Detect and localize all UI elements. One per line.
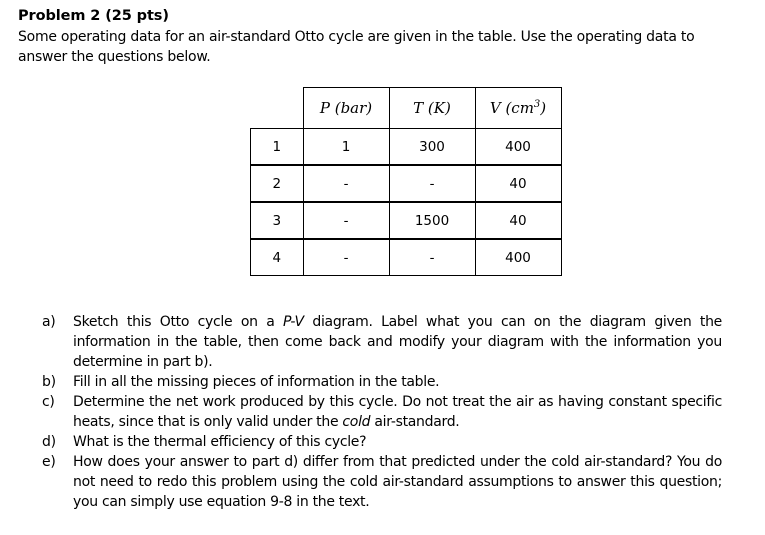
volume-cell: 400 — [475, 129, 561, 166]
question-marker: b) — [42, 374, 56, 390]
question-text: air-standard. — [370, 414, 460, 430]
header-volume-prefix: V (cm — [489, 99, 534, 117]
header-volume — [475, 88, 561, 129]
table-header-row — [251, 88, 562, 129]
question-b — [42, 372, 722, 392]
operating-data-table — [250, 87, 562, 276]
state-cell: 4 — [251, 239, 304, 276]
problem-title: Problem 2 (25 pts) — [18, 8, 169, 24]
question-marker: a) — [42, 314, 56, 330]
pressure-cell: 1 — [303, 129, 389, 166]
table-row — [251, 129, 562, 166]
pressure-cell: - — [303, 239, 389, 276]
header-blank-cell — [251, 88, 304, 129]
pressure-cell: - — [303, 202, 389, 239]
question-text: Determine the net work produced by this cycle. Do not treat the air as having constant specific heats, since that is only valid under the — [73, 394, 722, 430]
volume-cell: 40 — [475, 165, 561, 202]
cold-term: cold — [342, 414, 371, 430]
table-row — [251, 202, 562, 239]
question-e — [42, 452, 722, 512]
table-row — [251, 239, 562, 276]
temperature-cell: 300 — [389, 129, 475, 166]
question-text: Sketch this Otto cycle on a — [73, 314, 283, 330]
temperature-cell: - — [389, 165, 475, 202]
question-d — [42, 432, 722, 452]
question-text: How does your answer to part d) differ from that predicted under the cold air-standard? You do not need to redo this problem using the cold air-standard assumptions to answer this question; you can simply use equation 9-8 in the text. — [73, 454, 722, 510]
question-marker: c) — [42, 394, 55, 410]
question-a — [42, 312, 722, 372]
state-cell: 2 — [251, 165, 304, 202]
problem-intro: Some operating data for an air-standard Otto cycle are given in the table. Use the operating data to answer the questions below. — [18, 29, 695, 65]
header-pressure: P (bar) — [303, 88, 389, 129]
question-list — [42, 312, 722, 512]
table-row — [251, 165, 562, 202]
state-cell: 1 — [251, 129, 304, 166]
temperature-cell: 1500 — [389, 202, 475, 239]
pv-term: P-V — [283, 314, 304, 330]
question-c — [42, 392, 722, 432]
question-text: Fill in all the missing pieces of information in the table. — [73, 374, 440, 390]
temperature-cell: - — [389, 239, 475, 276]
question-marker: d) — [42, 434, 56, 450]
header-temperature: T (K) — [389, 88, 475, 129]
state-cell: 3 — [251, 202, 304, 239]
header-volume-suffix: ) — [540, 99, 547, 117]
question-marker: e) — [42, 454, 56, 470]
volume-cell: 40 — [475, 202, 561, 239]
volume-cell: 400 — [475, 239, 561, 276]
question-text: diagram. Label what you can on the diagram given the information in the table, then come back and modify your diagram with the information you determine in part b). — [73, 314, 722, 370]
header-volume-exponent: 3 — [533, 99, 541, 110]
question-text: What is the thermal efficiency of this cycle? — [73, 434, 367, 450]
pressure-cell: - — [303, 165, 389, 202]
